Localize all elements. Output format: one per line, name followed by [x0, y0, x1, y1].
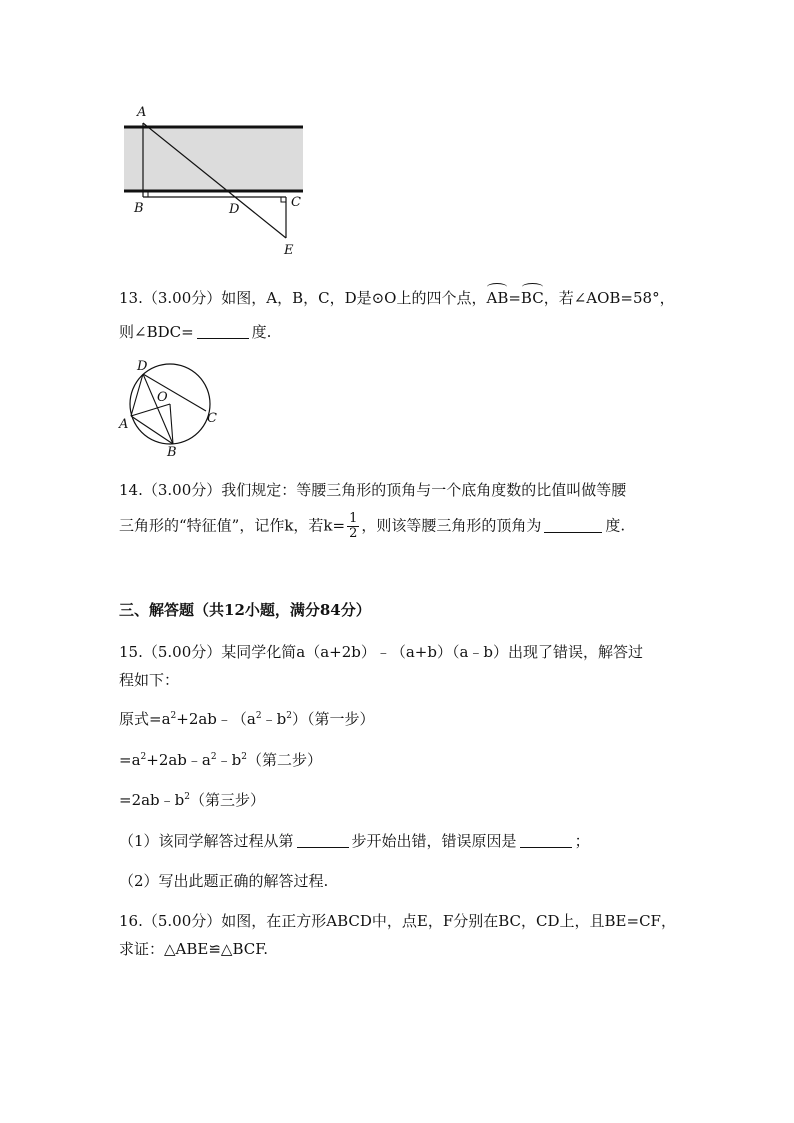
- step2-b: +2ab﹣a: [146, 751, 211, 769]
- step2-c: ﹣b: [216, 751, 242, 769]
- answer-blank-q13[interactable]: [197, 324, 249, 339]
- step1-d: ）（第一步）: [291, 710, 375, 728]
- step2-d: （第二步）: [246, 751, 322, 769]
- part1-prefix: （1）该同学解答过程从第: [119, 832, 294, 850]
- q16-text-line2: 求证：△ABE≌△BCF.: [119, 940, 269, 958]
- step1-b: +2ab﹣（a: [176, 710, 256, 728]
- q13-line2-suffix: 度.: [251, 323, 272, 341]
- section-three-heading: 三、解答题（共12小题，满分84分）: [119, 601, 371, 619]
- part2-text: （2）写出此题正确的解答过程.: [119, 872, 329, 890]
- river-band: [124, 128, 303, 191]
- q15-part1: [119, 831, 590, 851]
- exponent: 2: [210, 752, 217, 762]
- label-d: D: [229, 202, 240, 217]
- figure-13: [0, 355, 794, 465]
- q15-text-line2: 程如下：: [119, 671, 180, 689]
- q13-text-suffix: ，若∠AOB=58°，: [543, 289, 675, 307]
- q13-line2: [119, 322, 271, 342]
- step3-a: =2ab﹣b: [119, 791, 185, 809]
- label-d: D: [137, 359, 148, 374]
- arc-ab: AB: [486, 289, 509, 307]
- step1-a: 原式=a: [119, 710, 171, 728]
- answer-blank-reason[interactable]: [520, 833, 572, 848]
- fraction-denominator: 2: [349, 526, 358, 541]
- figure-12: [0, 0, 794, 270]
- q15-part2: [119, 871, 328, 891]
- q16-line2: [119, 939, 268, 959]
- q14-text-line1: 14.（3.00分）我们规定：等腰三角形的顶角与一个底角度数的比值叫做等腰: [119, 481, 627, 499]
- chord-dc: [143, 374, 206, 411]
- part1-suffix: ；: [574, 832, 590, 850]
- arc-bc: BC: [520, 289, 544, 307]
- label-c: C: [291, 195, 301, 210]
- label-a: A: [119, 417, 129, 432]
- label-b: B: [134, 201, 144, 216]
- q13-text-prefix: 13.（3.00分）如图，A，B，C，D是⊙O上的四个点，: [119, 289, 487, 307]
- q15-line2: [119, 670, 179, 690]
- answer-blank-q14[interactable]: [544, 518, 602, 533]
- q14-line2-suffix: 度.: [605, 516, 626, 535]
- q16-line1: [119, 911, 676, 931]
- q14-line1: [119, 480, 626, 500]
- label-e: E: [284, 243, 294, 258]
- step1-c: ﹣b: [261, 710, 287, 728]
- exponent: 2: [241, 752, 247, 762]
- step2-a: =a: [119, 751, 141, 769]
- q13-line2-prefix: 则∠BDC=: [119, 323, 194, 341]
- q14-line2-prefix: 三角形的“特征值”，记作k，若k=: [119, 516, 346, 535]
- fraction-numerator: 1: [349, 511, 358, 526]
- label-a: A: [137, 105, 147, 120]
- fraction-one-half: [347, 512, 359, 541]
- label-o: O: [157, 390, 168, 405]
- q15-step1: [119, 709, 374, 729]
- exponent: 2: [286, 711, 292, 721]
- radius-oa: [131, 404, 170, 416]
- part1-mid: 步开始出错，错误原因是: [351, 832, 517, 850]
- right-angle-mark-c: [281, 197, 286, 202]
- q15-step2: [119, 750, 322, 770]
- q14-line2: [119, 512, 625, 541]
- q15-text-line1: 15.（5.00分）某同学化简a（a+2b）﹣（a+b）（a﹣b）出现了错误，解答过: [119, 643, 644, 661]
- q14-line2-mid: ，则该等腰三角形的顶角为: [361, 516, 542, 535]
- answer-blank-step[interactable]: [297, 833, 349, 848]
- exponent: 2: [255, 711, 262, 721]
- exponent: 2: [170, 711, 177, 721]
- label-c: C: [207, 411, 217, 426]
- q13-line1: [119, 288, 675, 308]
- chord-ad: [131, 374, 143, 416]
- q15-step3: [119, 790, 265, 810]
- step3-b: （第三步）: [190, 791, 266, 809]
- q16-text-line1: 16.（5.00分）如图，在正方形ABCD中，点E，F分别在BC，CD上，且BE=CF，: [119, 912, 676, 930]
- exponent: 2: [140, 752, 147, 762]
- right-angle-mark-b: [143, 192, 148, 197]
- q15-line1: [119, 642, 643, 662]
- arc-equals: =: [508, 289, 521, 307]
- label-b: B: [167, 445, 177, 460]
- exponent: 2: [184, 792, 190, 802]
